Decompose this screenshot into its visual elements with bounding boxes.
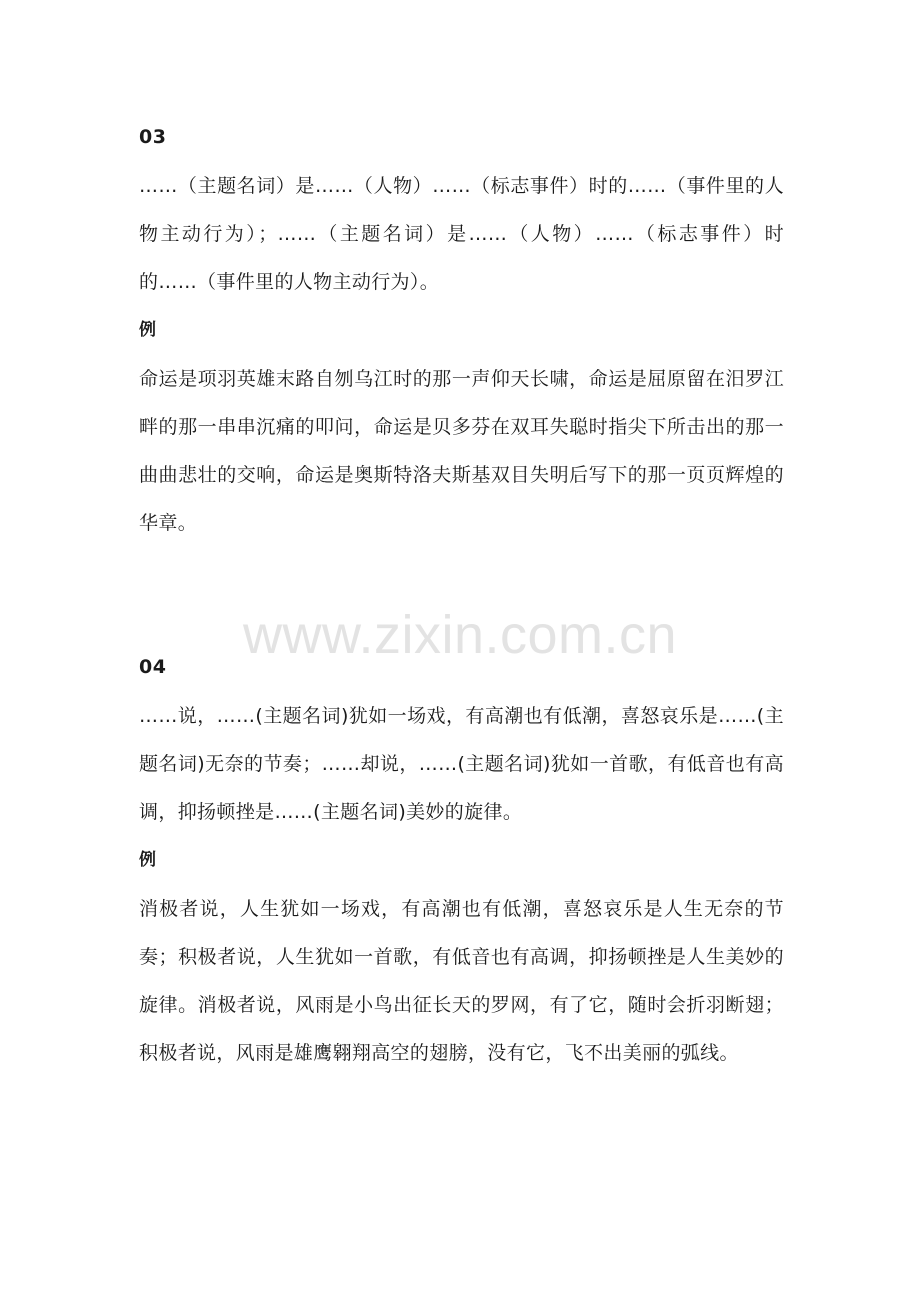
section-03-template: ……（主题名词）是……（人物）……（标志事件）时的……（事件里的人物主动行为）；……（主题名词）是……（人物）……（标志事件）时的……（事件里的人物主动行为）。 bbox=[139, 175, 784, 293]
section-04-example: 消极者说，人生犹如一场戏，有高潮也有低潮，喜怒哀乐是人生无奈的节奏；积极者说，人生犹如一首歌，有低音也有高调，抑扬顿挫是人生美妙的旋律。消极者说，风雨是小鸟出征长天的罗网，有了它，随时会折羽断翅；积极者说，风雨是雄鹰翱翔高空的翅膀，没有它，飞不出美丽的弧线。 bbox=[139, 898, 784, 1064]
section-03-example: 命运是项羽英雄末路自刎乌江时的那一声仰天长啸，命运是屈原留在汨罗江畔的那一串串沉痛的叩问，命运是贝多芬在双耳失聪时指尖下所击出的那一曲曲悲壮的交响，命运是奥斯特洛夫斯基双目失明后写下的那一页页辉煌的华章。 bbox=[139, 368, 784, 534]
section-03-number: 03 bbox=[139, 126, 167, 148]
section-04-number: 04 bbox=[139, 656, 167, 678]
watermark: www.zixin.com.cn bbox=[242, 605, 678, 665]
section-04-template: ……说，……(主题名词)犹如一场戏，有高潮也有低潮，喜怒哀乐是……(主题名词)无奈的节奏；……却说，……(主题名词)犹如一首歌，有低音也有高调，抑扬顿挫是……(主题名词)美妙的旋律。 bbox=[139, 705, 784, 823]
section-04-example-label: 例 bbox=[139, 850, 156, 870]
section-03-example-label: 例 bbox=[139, 320, 156, 340]
